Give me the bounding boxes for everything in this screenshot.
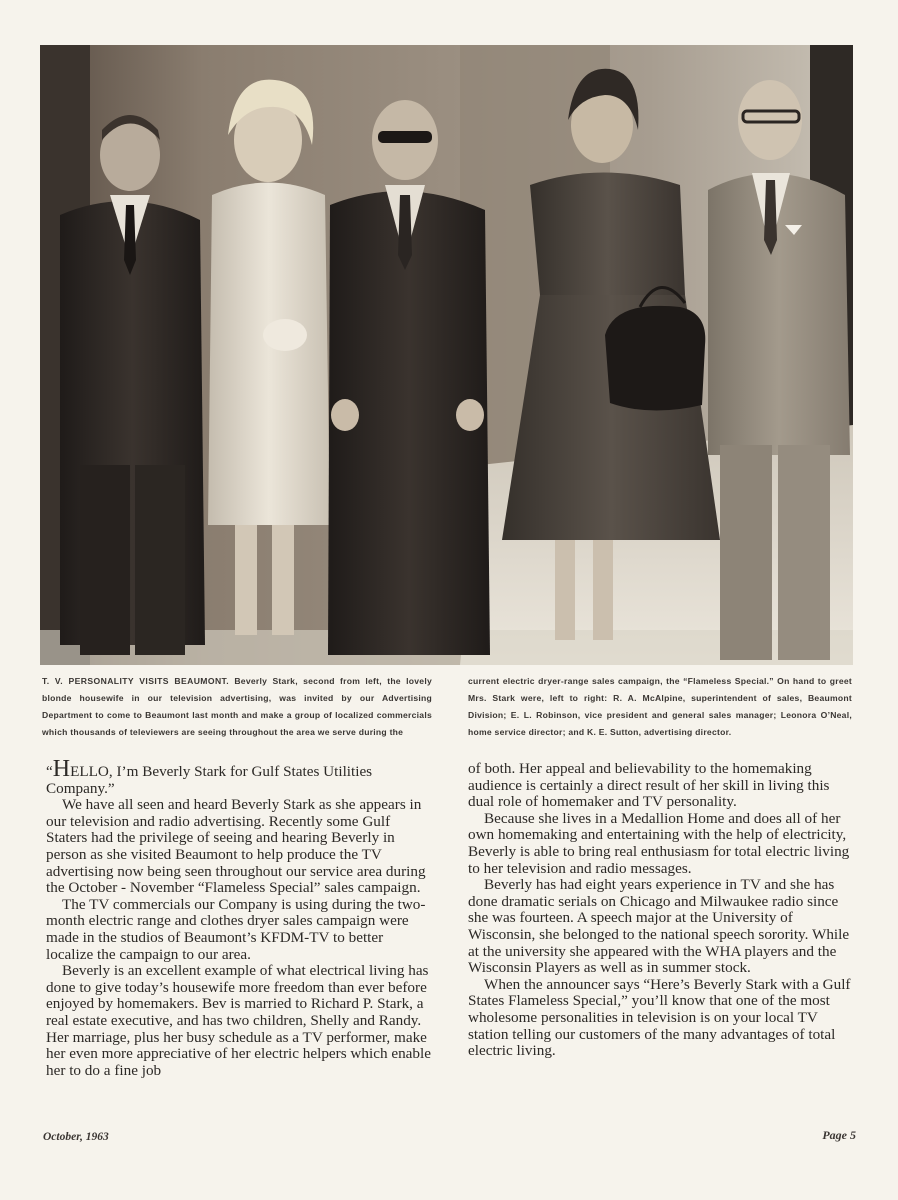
article-opening xyxy=(46,756,434,797)
drop-cap: H xyxy=(52,756,71,782)
caption-title: T. V. PERSONALITY VISITS BEAUMONT. xyxy=(42,676,230,686)
page-number: Page 5 xyxy=(822,1128,856,1142)
article-column-left xyxy=(46,756,434,1079)
group-photo xyxy=(40,45,853,665)
article-paragraph: We have all seen and heard Beverly Stark as she appears in our television and radio advertising. Recently some Gulf Staters had the privilege of seeing and hearing Beverly in person as she visited Beaumont to help produce the TV advertising now being seen throughout our service area during the October - November “Flameless Special” sales campaign. xyxy=(46,796,426,897)
article-paragraph: The TV commercials our Company is using during the two-month electric range and clothes dryer sales campaign were made in the studios of Beaumont’s KFDM-TV to better localize the campaign to our area. xyxy=(46,895,426,963)
caption-right-text: current electric dryer-range sales campaign, the “Flameless Special.” On hand to greet Mrs. Stark were, left to right: R. A. McAlpine, superintendent of sales, Beaumont Division; E. L. Robinson, vice president and general sales manager; Leonora O’Neal, home service director; and K. E. Sutton, advertising director. xyxy=(468,676,852,737)
article-continuation: of both. Her appeal and believability to the homemaking audience is certainly a direct result of her skill in living this dual role of homemaker and TV personality. xyxy=(468,760,830,811)
opening-text: ELLO, I’m Beverly Stark for Gulf States Utilities Company.” xyxy=(46,763,373,797)
photo-caption-right xyxy=(468,673,852,741)
article-column-right xyxy=(468,761,856,1060)
article-paragraph: Because she lives in a Medallion Home and does all of her own homemaking and entertaining with the help of electricity, Beverly is able to bring real enthusiasm for total electric living to her television and radio messages. xyxy=(468,809,850,877)
photo-illustration xyxy=(40,45,853,665)
article-paragraph: Beverly has had eight years experience in TV and she has done dramatic serials on Chicago and Milwaukee radio since she was fourteen. A speech major at the University of Wisconsin, she belonged to the national speech sorority. While at the university she appeared with the WHA players and the Wisconsin Players as well as in summer stock. xyxy=(468,876,850,977)
opening-quote: “ xyxy=(46,763,53,780)
issue-date: October, 1963 xyxy=(43,1131,109,1143)
article-paragraph: When the announcer says “Here’s Beverly Stark with a Gulf States Flameless Special,” you’ll know that one of the most wholesome personalities in television is on your local TV station telling our customers of the many advantages of total electric living. xyxy=(468,975,851,1060)
caption-left-text: Beverly Stark, second from left, the lovely blonde housewife in our television advertising, was invited by our Advertising Department to come to Beaumont last month and make a group of localized commercials which thousands of televiewers are seeing throughout the area we serve during the xyxy=(42,676,432,737)
photo-caption-left xyxy=(42,673,432,741)
article-paragraph: Beverly is an excellent example of what electrical living has done to give today’s housewife more freedom than ever before enjoyed by homemakers. Bev is married to Richard P. Stark, a real estate executive, and has two children, Shelly and Randy. Her marriage, plus her busy schedule as a TV performer, make her even more appreciative of her electric helpers which enable her to do a fine job xyxy=(46,962,431,1079)
